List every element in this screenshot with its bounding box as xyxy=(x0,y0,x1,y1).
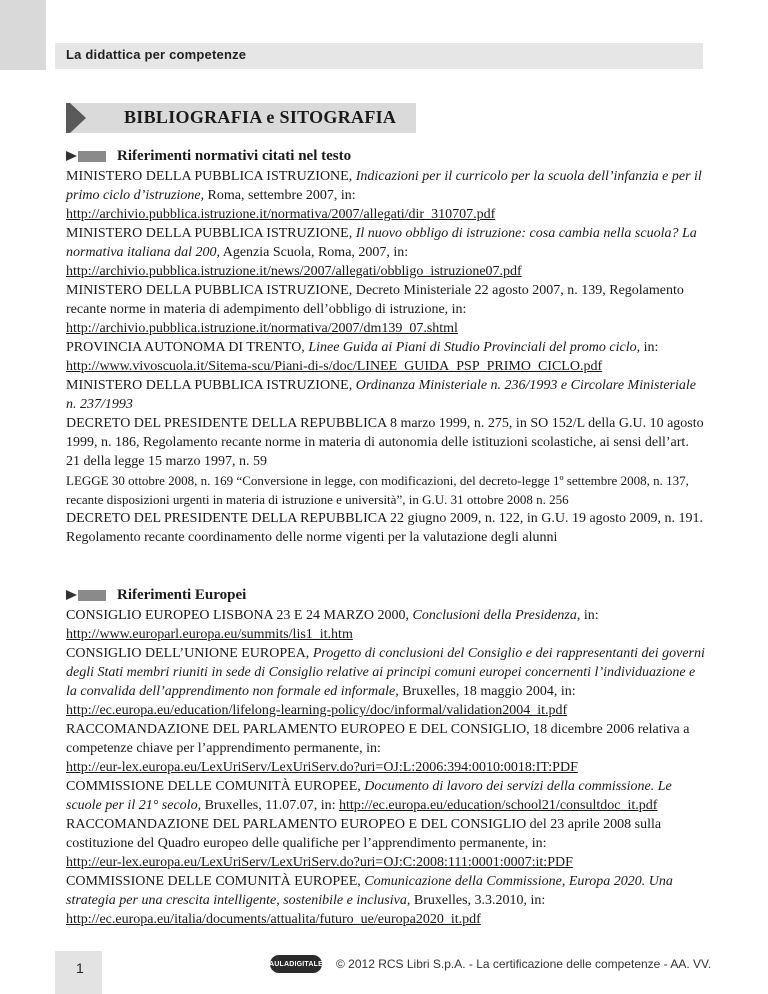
reference-entry xyxy=(66,414,706,471)
reference-text: COMMISSIONE DELLE COMUNITÀ EUROPEE, xyxy=(66,874,365,889)
reference-entry xyxy=(66,509,706,547)
section-title: Riferimenti normativi citati nel testo xyxy=(117,148,352,164)
reference-entry xyxy=(66,471,706,509)
reference-list-normativi xyxy=(66,167,706,547)
reference-title: Il nuovo obbligo di istruzione: cosa cambia nella scuola? La normativa italiana dal 200, xyxy=(66,226,697,260)
reference-text: DECRETO DEL PRESIDENTE DELLA REPUBBLICA 22 giugno 2009, n. 122, in G.U. 19 agosto 2009, n. 191. Regolamento recante coordinamento delle norme vigenti per la valutazione degli alunni xyxy=(66,511,703,545)
reference-text: Bruxelles, 11.07.07, in: xyxy=(201,798,339,813)
reference-text: Roma, settembre 2007, in: xyxy=(204,188,356,203)
reference-link[interactable]: http://archivio.pubblica.istruzione.it/normativa/2007/allegati/dir_310707.pdf xyxy=(66,207,496,222)
reference-title: Comunicazione della Commissione, Europa 2020. Una strategia per una crescita intelligente, sostenibile e inclusiva, xyxy=(66,874,673,908)
reference-title: Conclusioni della Presidenza, xyxy=(412,608,581,623)
reference-text: CONSIGLIO DELL’UNIONE EUROPEA, xyxy=(66,646,313,661)
reference-text: MINISTERO DELLA PUBBLICA ISTRUZIONE, xyxy=(66,378,356,393)
page-title: BIBLIOGRAFIA e SITOGRAFIA xyxy=(124,107,397,127)
running-header-title: La didattica per competenze xyxy=(66,47,247,62)
reference-text: Bruxelles, 3.3.2010, in: xyxy=(410,893,546,908)
section-title: Riferimenti Europei xyxy=(117,587,247,603)
reference-link[interactable]: http://eur-lex.europa.eu/LexUriServ/LexUriServ.do?uri=OJ:L:2006:394:0010:0018:IT:PDF xyxy=(66,760,578,775)
reference-entry xyxy=(66,815,706,872)
section-heading-europei xyxy=(66,587,246,604)
reference-link[interactable]: http://ec.europa.eu/education/school21/consultdoc_it.pdf xyxy=(339,798,658,813)
reference-text: COMMISSIONE DELLE COMUNITÀ EUROPEE, xyxy=(66,779,365,794)
reference-link[interactable]: http://archivio.pubblica.istruzione.it/news/2007/allegati/obbligo_istruzione07.pdf xyxy=(66,264,522,279)
reference-title: Indicazioni per il curricolo per la scuola dell’infanzia e per il primo ciclo d’istruzione, xyxy=(66,169,702,203)
reference-title: Progetto di conclusioni del Consiglio e dei rappresentanti dei governi degli Stati membri riuniti in sede di Consiglio relative ai principi comuni europei concernenti l’individuazione e la convalida dell’apprendimento non formale ed informale, xyxy=(66,646,705,699)
reference-text: CONSIGLIO EUROPEO LISBONA 23 E 24 MARZO 2000, xyxy=(66,608,413,623)
reference-title: Linee Guida ai Piani di Studio Provinciali del promo ciclo, xyxy=(308,340,641,355)
title-arrow-icon xyxy=(70,103,86,133)
reference-entry xyxy=(66,376,706,414)
reference-entry xyxy=(66,281,706,338)
reference-link[interactable]: http://www.europarl.europa.eu/summits/lis1_it.htm xyxy=(66,627,353,642)
section-arrow-icon xyxy=(66,151,106,162)
section-arrow-icon xyxy=(66,590,106,601)
reference-entry xyxy=(66,872,706,929)
reference-text: in: xyxy=(640,340,659,355)
reference-entry xyxy=(66,720,706,777)
reference-entry xyxy=(66,167,706,224)
reference-entry xyxy=(66,777,706,815)
reference-text: in: xyxy=(580,608,599,623)
reference-text: MINISTERO DELLA PUBBLICA ISTRUZIONE, Decreto Ministeriale 22 agosto 2007, n. 139, Regolamento recante norme in materia di adempimento dell’obbligo di istruzione, in: xyxy=(66,283,684,317)
reference-list-europei xyxy=(66,606,706,929)
reference-link[interactable]: http://ec.europa.eu/education/lifelong-learning-policy/doc/informal/validation2004_it.pdf xyxy=(66,703,568,718)
reference-entry xyxy=(66,338,706,376)
reference-link[interactable]: http://www.vivoscuola.it/Sitema-scu/Piani-di-s/doc/LINEE_GUIDA_PSP_PRIMO_CICLO.pdf xyxy=(66,359,603,374)
reference-text: MINISTERO DELLA PUBBLICA ISTRUZIONE, xyxy=(66,226,356,241)
reference-title: Ordinanza Ministeriale n. 236/1993 e Circolare Ministeriale n. 237/1993 xyxy=(66,378,696,412)
reference-text: RACCOMANDAZIONE DEL PARLAMENTO EUROPEO E DEL CONSIGLIO del 23 aprile 2008 sulla costituzione del Quadro europeo delle qualifiche per l’apprendimento permanente, in: xyxy=(66,817,662,851)
auladigitale-logo: AULADIGITALE xyxy=(270,955,322,973)
reference-entry xyxy=(66,644,706,720)
section-heading-normativi xyxy=(66,148,351,165)
reference-text: PROVINCIA AUTONOMA DI TRENTO, xyxy=(66,340,309,355)
reference-link[interactable]: http://ec.europa.eu/italia/documents/attualita/futuro_ue/europa2020_it.pdf xyxy=(66,912,481,927)
reference-text: MINISTERO DELLA PUBBLICA ISTRUZIONE, xyxy=(66,169,356,184)
reference-text: LEGGE 30 ottobre 2008, n. 169 “Conversione in legge, con modificazioni, del decreto-legge 1º settembre 2008, n. 137, recante disposizioni urgenti in materia di istruzione e università”, in G.U. 31 ottobre 2008 n. 256 xyxy=(66,473,689,507)
reference-text: DECRETO DEL PRESIDENTE DELLA REPUBBLICA 8 marzo 1999, n. 275, in SO 152/L della G.U. 10 agosto 1999, n. 186, Regolamento recante norme in materia di autonomia delle istituzioni scolastiche, ai sensi dell’art. 21 della legge 15 marzo 1997, n. 59 xyxy=(66,416,704,469)
reference-title: Documento di lavoro dei servizi della commissione. Le scuole per il 21° secolo, xyxy=(66,779,672,813)
reference-link[interactable]: http://archivio.pubblica.istruzione.it/normativa/2007/dm139_07.shtml xyxy=(66,321,458,336)
reference-text: Bruxelles, 18 maggio 2004, in: xyxy=(398,684,576,699)
reference-text: Agenzia Scuola, Roma, 2007, in: xyxy=(220,245,409,260)
reference-text: RACCOMANDAZIONE DEL PARLAMENTO EUROPEO E DEL CONSIGLIO, 18 dicembre 2006 relativa a competenze chiave per l’apprendimento permanente, in: xyxy=(66,722,690,756)
page-number: 1 xyxy=(76,960,84,976)
reference-entry xyxy=(66,224,706,281)
page-corner-tab xyxy=(0,0,46,70)
reference-entry xyxy=(66,606,706,644)
footer-copyright: © 2012 RCS Libri S.p.A. - La certificazione delle competenze - AA. VV. xyxy=(336,957,712,971)
reference-link[interactable]: http://eur-lex.europa.eu/LexUriServ/LexUriServ.do?uri=OJ:C:2008:111:0001:0007:it:PDF xyxy=(66,855,573,870)
